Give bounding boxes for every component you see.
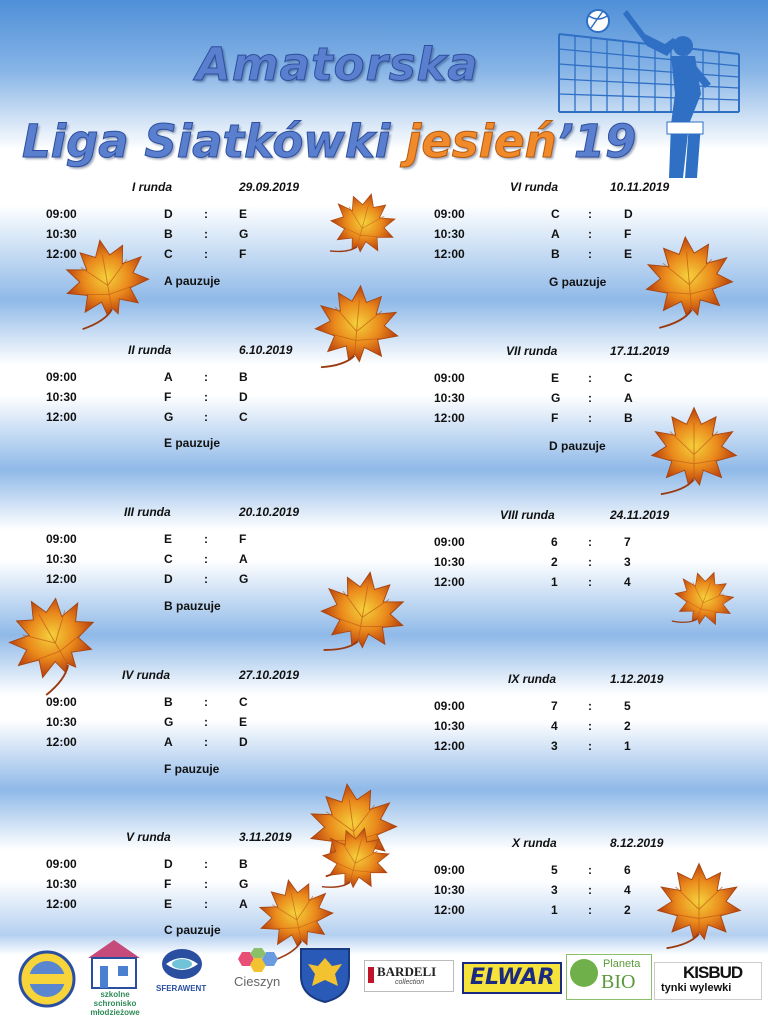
match-home: A [164, 735, 173, 749]
match-row [434, 575, 694, 595]
match-away: 3 [624, 555, 631, 569]
kisbud-text: KISBUD [683, 963, 743, 982]
match-home: 6 [551, 535, 558, 549]
match-time: 12:00 [46, 247, 77, 261]
match-sep: : [204, 370, 208, 384]
match-sep: : [204, 715, 208, 729]
round-date: 24.11.2019 [610, 508, 670, 522]
round-date: 29.09.2019 [239, 180, 300, 194]
match-home: G [164, 715, 174, 729]
match-time: 09:00 [434, 207, 465, 221]
round-name: II runda [128, 343, 172, 357]
match-sep: : [204, 532, 208, 546]
match-sep: : [588, 207, 592, 221]
coat-of-arms-icon [298, 946, 352, 1004]
maple-leaf-icon [638, 229, 740, 331]
match-row [46, 390, 306, 410]
match-home: 4 [551, 719, 558, 733]
match-sep: : [588, 863, 592, 877]
match-home: A [164, 370, 173, 384]
match-time: 10:30 [434, 555, 465, 569]
match-row [434, 739, 694, 759]
round-date: 17.11.2019 [610, 344, 670, 358]
match-row [46, 715, 306, 735]
match-home: B [164, 695, 173, 709]
round-name: IV runda [122, 668, 171, 682]
round-name: I runda [132, 180, 173, 194]
match-time: 09:00 [434, 699, 465, 713]
match-row [46, 857, 306, 877]
bardeli-text: BARDELI [377, 964, 437, 979]
pause-note: A pauzuje [164, 274, 221, 288]
cieszyn-text: Cieszyn [234, 974, 281, 989]
match-time: 12:00 [434, 247, 465, 261]
match-home: 3 [551, 883, 558, 897]
match-away: G [239, 227, 249, 241]
match-time: 10:30 [46, 715, 77, 729]
maple-leaf-icon [55, 229, 159, 333]
match-away: E [239, 207, 248, 221]
kisbud-subtext: tynki wylewki [661, 982, 732, 994]
match-away: A [624, 391, 633, 405]
round-name: V runda [126, 830, 171, 844]
match-away: G [239, 877, 249, 891]
round-name: VII runda [506, 344, 558, 358]
match-time: 10:30 [434, 391, 465, 405]
match-home: F [551, 411, 559, 425]
match-home: F [164, 390, 172, 404]
match-away: 7 [624, 535, 631, 549]
match-sep: : [588, 391, 592, 405]
elwar-logo [462, 962, 562, 994]
match-sep: : [204, 572, 208, 586]
match-away: 4 [624, 575, 631, 589]
planeta-bio-logo [566, 954, 652, 1000]
match-sep: : [588, 903, 592, 917]
match-sep: : [588, 247, 592, 261]
match-row [46, 695, 306, 715]
match-away: A [239, 897, 248, 911]
sponsor-logos [0, 938, 768, 1018]
match-time: 10:30 [46, 552, 77, 566]
match-away: B [239, 857, 248, 871]
match-away: E [239, 715, 248, 729]
match-time: 09:00 [434, 863, 465, 877]
match-time: 10:30 [434, 227, 465, 241]
match-home: D [164, 207, 173, 221]
match-row [434, 535, 694, 555]
match-home: 1 [551, 903, 558, 917]
match-away: 1 [624, 739, 631, 753]
match-home: C [551, 207, 560, 221]
match-away: B [624, 411, 633, 425]
match-home: B [551, 247, 560, 261]
globe-icon [570, 959, 598, 987]
bio-text: BIO [601, 971, 636, 993]
round-block [434, 672, 754, 792]
match-away: C [239, 695, 248, 709]
match-home: B [164, 227, 173, 241]
round-name: VI runda [510, 180, 559, 194]
title-liga: Liga Siatkówki [22, 115, 391, 168]
match-away: F [239, 532, 247, 546]
match-time: 12:00 [46, 410, 77, 424]
match-time: 12:00 [434, 739, 465, 753]
sferawent-text: SFERAWENT [156, 984, 207, 993]
match-time: 10:30 [46, 390, 77, 404]
pause-note: G pauzuje [549, 275, 607, 289]
match-row [434, 371, 694, 391]
match-home: D [164, 857, 173, 871]
match-time: 12:00 [46, 735, 77, 749]
bardeli-subtext: collection [395, 979, 425, 986]
match-sep: : [588, 371, 592, 385]
match-away: D [239, 735, 248, 749]
match-time: 09:00 [46, 695, 77, 709]
match-away: G [239, 572, 249, 586]
match-home: G [551, 391, 561, 405]
match-away: D [239, 390, 248, 404]
match-sep: : [204, 695, 208, 709]
round-name: VIII runda [500, 508, 555, 522]
match-time: 09:00 [434, 535, 465, 549]
bardeli-logo [364, 960, 454, 992]
match-time: 12:00 [434, 575, 465, 589]
match-row [46, 532, 306, 552]
match-row [434, 719, 694, 739]
match-away: A [239, 552, 248, 566]
match-sep: : [204, 857, 208, 871]
match-sep: : [588, 555, 592, 569]
maple-leaf-icon [308, 278, 406, 376]
match-away: 2 [624, 719, 631, 733]
match-time: 09:00 [46, 370, 77, 384]
match-time: 10:30 [434, 719, 465, 733]
match-home: G [164, 410, 174, 424]
sferawent-logo [160, 946, 204, 982]
match-sep: : [204, 410, 208, 424]
match-time: 12:00 [434, 903, 465, 917]
match-home: A [551, 227, 560, 241]
match-sep: : [204, 735, 208, 749]
match-time: 12:00 [46, 897, 77, 911]
match-home: E [164, 532, 173, 546]
round-date: 6.10.2019 [239, 343, 293, 357]
match-home: 1 [551, 575, 558, 589]
tie-icon [368, 967, 374, 983]
match-away: D [624, 207, 633, 221]
match-time: 09:00 [46, 857, 77, 871]
match-sep: : [588, 411, 592, 425]
match-row [46, 370, 306, 390]
match-row [46, 572, 306, 592]
match-time: 12:00 [46, 572, 77, 586]
club-badge-logo [18, 950, 76, 1008]
round-name: X runda [512, 836, 557, 850]
match-row [46, 410, 306, 430]
match-home: 7 [551, 699, 558, 713]
elwar-text: ELWAR [470, 965, 555, 990]
round-date: 1.12.2019 [610, 672, 664, 686]
match-away: C [624, 371, 633, 385]
match-away: 2 [624, 903, 631, 917]
match-home: 2 [551, 555, 558, 569]
match-home: C [164, 247, 173, 261]
match-sep: : [588, 575, 592, 589]
match-away: 4 [624, 883, 631, 897]
match-sep: : [204, 552, 208, 566]
pause-note: C pauzuje [164, 923, 221, 937]
match-away: F [239, 247, 247, 261]
match-sep: : [588, 699, 592, 713]
maple-leaf-icon [311, 561, 415, 665]
title-line2 [22, 115, 636, 168]
title-year: ’19 [556, 115, 637, 168]
round-name: IX runda [508, 672, 557, 686]
match-home: 3 [551, 739, 558, 753]
pause-note: F pauzuje [164, 762, 220, 776]
match-home: E [164, 897, 173, 911]
match-time: 10:30 [434, 883, 465, 897]
pause-note: E pauzuje [164, 436, 221, 450]
match-sep: : [204, 897, 208, 911]
title-line1: Amatorska [196, 38, 479, 91]
match-away: 6 [624, 863, 631, 877]
match-sep: : [204, 390, 208, 404]
round-date: 3.11.2019 [239, 830, 292, 844]
match-time: 12:00 [434, 411, 465, 425]
match-sep: : [588, 535, 592, 549]
match-row [434, 699, 694, 719]
volleyball-player-icon [555, 4, 745, 182]
match-sep: : [204, 247, 208, 261]
round-date: 27.10.2019 [239, 668, 300, 682]
match-sep: : [588, 719, 592, 733]
match-sep: : [204, 227, 208, 241]
match-sep: : [588, 883, 592, 897]
match-home: C [164, 552, 173, 566]
match-row [434, 207, 694, 227]
match-time: 10:30 [46, 877, 77, 891]
maple-leaf-icon [648, 404, 740, 496]
match-sep: : [588, 739, 592, 753]
round-name: III runda [124, 505, 171, 519]
match-home: E [551, 371, 560, 385]
match-row [46, 735, 306, 755]
match-home: F [164, 877, 172, 891]
match-row [46, 552, 306, 572]
match-home: D [164, 572, 173, 586]
round-date: 8.12.2019 [610, 836, 664, 850]
kisbud-logo [654, 962, 762, 1000]
round-date: 20.10.2019 [239, 505, 300, 519]
pause-note: B pauzuje [164, 599, 221, 613]
planeta-text: Planeta [603, 958, 641, 970]
round-date: 10.11.2019 [610, 180, 670, 194]
match-away: B [239, 370, 248, 384]
match-time: 09:00 [46, 207, 77, 221]
schronisko-logo [86, 938, 142, 990]
title-season: jesień [405, 115, 557, 168]
match-home: 5 [551, 863, 558, 877]
match-away: C [239, 410, 248, 424]
match-time: 10:30 [46, 227, 77, 241]
maple-leaf-icon [654, 860, 744, 950]
match-away: E [624, 247, 633, 261]
match-sep: : [204, 207, 208, 221]
match-sep: : [588, 227, 592, 241]
match-away: F [624, 227, 632, 241]
match-time: 09:00 [46, 532, 77, 546]
schronisko-text: szkolne schronisko młodzieżowe [90, 990, 140, 1017]
round-block [46, 668, 366, 788]
match-sep: : [204, 877, 208, 891]
match-row [46, 207, 306, 227]
match-away: 5 [624, 699, 631, 713]
match-time: 09:00 [434, 371, 465, 385]
pause-note: D pauzuje [549, 439, 606, 453]
cieszyn-hexagons-logo [236, 948, 282, 976]
match-row [434, 555, 694, 575]
